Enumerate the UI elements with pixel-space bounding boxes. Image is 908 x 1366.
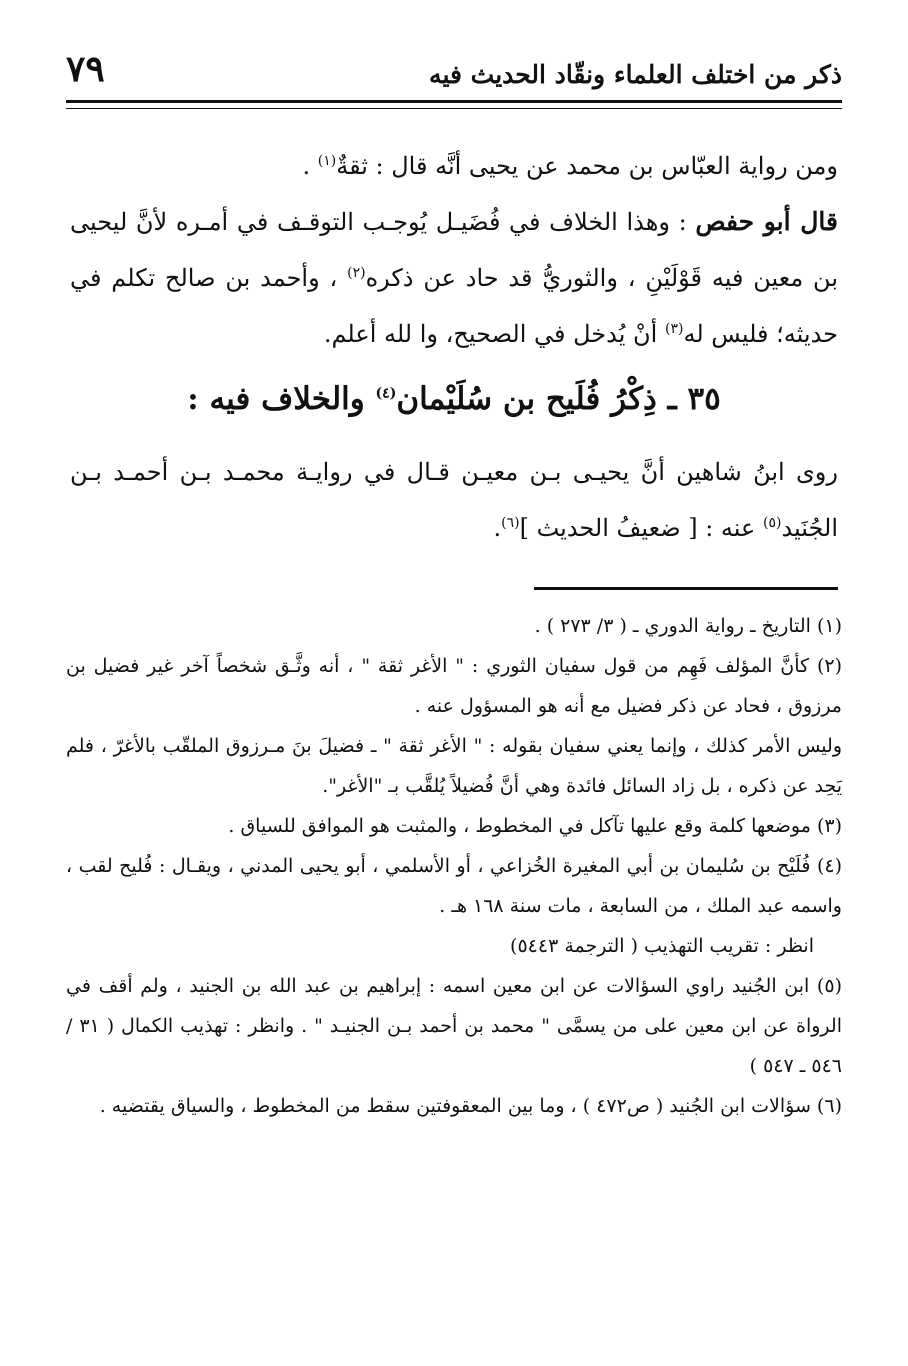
paragraph-2-text-c: أنْ يُدخل في الصحيح، وا لله أعلم. [323, 320, 665, 348]
footnote-3: (٣) موضعها كلمة وقع عليها تآكل في المخطوط ، والمثبت هو الموافق للسياق . [228, 815, 842, 837]
footnote-ref-3: (٣) [664, 321, 684, 337]
paragraph-1 [70, 138, 838, 194]
section-heading [70, 366, 838, 432]
paragraph-3-text-b: عنه : [ ضعيفُ الحديث ] [519, 514, 763, 542]
speaker-name: قال أبو حفص [695, 207, 838, 236]
paragraph-1-end: . [302, 152, 318, 180]
footnote-ref-1: (١) [317, 153, 337, 169]
main-text [70, 138, 838, 556]
heading-text-b: والخلاف فيه : [187, 381, 376, 417]
footnote-ref-6: (٦) [501, 515, 520, 531]
footnotes [66, 606, 842, 1126]
paragraph-2-text-a: : وهذا الخلاف في فُضَيـل يُوجـب التوقـف في أمـره لأنَّ ليحيى بن معين فيه قَوْلَيْنِ ، والثوريُّ قد حاد عن ذكره [70, 208, 838, 292]
footnote-2-continued: وليس الأمر كذلك ، وإنما يعني سفيان بقوله : " الأغر ثقة " ـ فضيلَ بنَ مـرزوق الملقّب بالأغرّ ، فلم يَحِد عن ذكره ، بل زاد السائل فائدة وهي أنَّ فُضيلاً يُلقَّب بـ "الأغر". [66, 735, 842, 797]
paragraph-2 [70, 194, 838, 362]
header-rule-thin [66, 108, 842, 109]
footnote-1: (١) التاريخ ـ رواية الدوري ـ ( ٣/ ٢٧٣ ) . [534, 615, 842, 637]
footnote-ref-2: (٢) [347, 265, 366, 281]
paragraph-3 [70, 444, 838, 556]
paragraph-3-end: . [493, 514, 502, 542]
footnote-4-reference: انظر : تقريب التهذيب ( الترجمة ٥٤٤٣) [510, 935, 814, 957]
paragraph-2-text-b: ، وأحمد بن صالح تكلم في حديثه؛ فليس له [70, 264, 838, 348]
footnote-ref-4: (٤) [375, 385, 397, 402]
paragraph-1-text: ومن رواية العبّاس بن محمد عن يحيى أنَّه قال : ثقةٌ [336, 152, 838, 180]
footnote-ref-5: (٥) [762, 515, 782, 531]
page-number: ٧٩ [66, 48, 105, 90]
footnote-5: (٥) ابن الجُنيد راوي السؤالات عن ابن معين اسمه : إبراهيم بن عبد الله بن الجنيد ، ولم أقف في الرواة عن ابن معين على من يسمَّى " محمد بن أحمد بـن الجنيـد " . وانظر : تهذيب الكمال ( ٣١ / ٥٤٦ ـ ٥٤٧ ) [66, 975, 842, 1077]
header-rule-thick [66, 100, 842, 103]
footnote-2: (٢) كأنَّ المؤلف فَهِم من قول سفيان الثوري : " الأغر ثقة " ، أنه وثَّـق شخصاً آخر غير فضيل بن مرزوق ، فحاد عن ذكر فضيل مع أنه هو المسؤول عنه . [66, 655, 842, 717]
heading-text-a: ٣٥ ـ ذِكْرُ فُلَيح بن سُلَيْمان [396, 381, 721, 417]
page-header [66, 48, 842, 100]
paragraph-3-text-a: روى ابنُ شاهين أنَّ يحيـى بـن معيـن قـال في روايـة محمـد بـن أحمـد بـن الجُنَيد [70, 458, 838, 542]
footnote-6: (٦) سؤالات ابن الجُنيد ( ص٤٧٢ ) ، وما بين المعقوفتين سقط من المخطوط ، والسياق يقتضيه . [99, 1095, 842, 1117]
footnote-4: (٤) فُلَيْح بن سُليمان بن أبي المغيرة الخُزاعي ، أو الأسلمي ، أبو يحيى المدني ، ويقـال : فُليح لقب ، واسمه عبد الملك ، من السابعة ، مات سنة ١٦٨ هـ . [66, 855, 842, 917]
running-title: ذكر من اختلف العلماء ونقّاد الحديث فيه [429, 60, 842, 89]
footnote-separator [534, 587, 838, 590]
